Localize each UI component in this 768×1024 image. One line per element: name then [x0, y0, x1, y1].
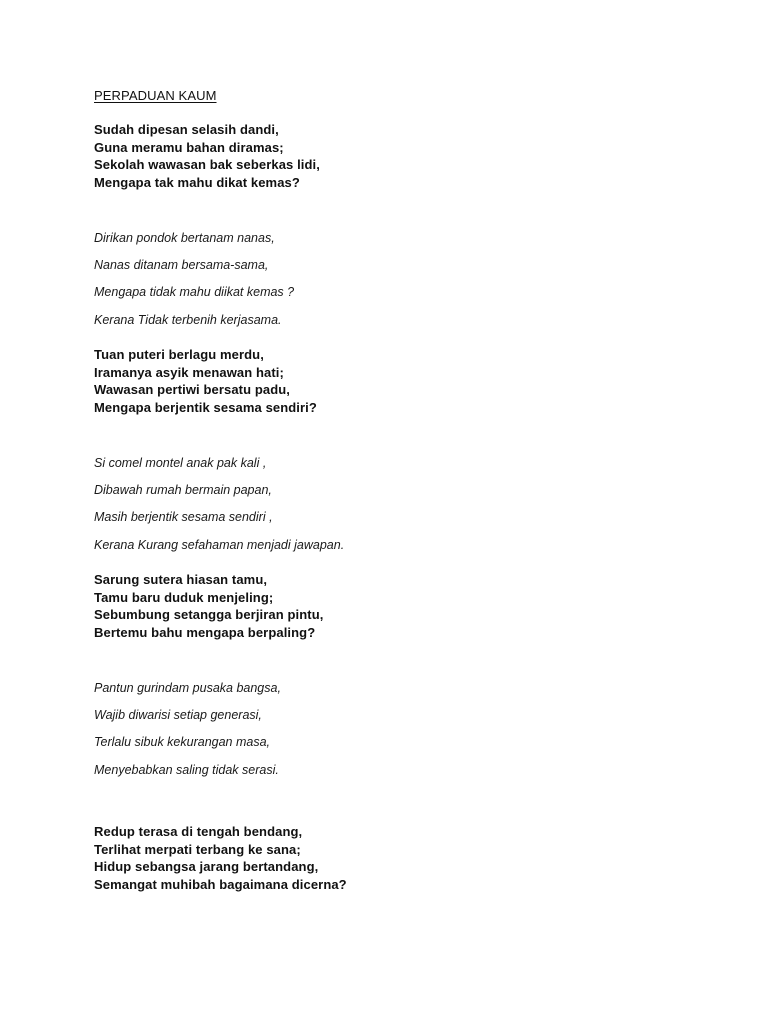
poem-line: Sebumbung setangga berjiran pintu,	[94, 607, 324, 623]
poem-line: Semangat muhibah bagaimana dicerna?	[94, 876, 347, 892]
poem-line: Nanas ditanam bersama-sama,	[94, 258, 269, 273]
poem-line: Hidup sebangsa jarang bertandang,	[94, 859, 319, 875]
poem-line: Si comel montel anak pak kali ,	[94, 456, 267, 470]
poem-title: PERPADUAN KAUM	[94, 88, 217, 103]
poem-line: Pantun gurindam pusaka bangsa,	[94, 681, 281, 695]
poem-line: Sekolah wawasan bak seberkas lidi,	[94, 157, 320, 173]
poem-line: Kerana Tidak terbenih kerjasama.	[94, 312, 282, 327]
poem-line: Bertemu bahu mengapa berpaling?	[94, 624, 316, 640]
poem-line: Sudah dipesan selasih dandi,	[94, 122, 279, 137]
poem-line: Dibawah rumah bermain papan,	[94, 483, 272, 498]
stanza-2	[94, 230, 294, 339]
stanza-7	[94, 823, 347, 893]
poem-line: Guna meramu bahan diramas;	[94, 139, 284, 155]
poem-line: Dirikan pondok bertanam nanas,	[94, 231, 275, 245]
stanza-5	[94, 571, 323, 641]
poem-line: Redup terasa di tengah bendang,	[94, 824, 303, 839]
stanza-3	[94, 346, 317, 416]
poem-line: Masih berjentik sesama sendiri ,	[94, 510, 273, 525]
poem-line: Tamu baru duduk menjeling;	[94, 589, 274, 605]
poem-line: Menyebabkan saling tidak serasi.	[94, 762, 279, 777]
poem-line: Tuan puteri berlagu merdu,	[94, 347, 264, 362]
stanza-1	[94, 121, 320, 191]
poem-line: Mengapa tak mahu dikat kemas?	[94, 174, 300, 190]
poem-line: Sarung sutera hiasan tamu,	[94, 572, 268, 587]
poem-line: Wawasan pertiwi bersatu padu,	[94, 382, 291, 398]
poem-line: Terlihat merpati terbang ke sana;	[94, 841, 301, 857]
poem-line: Terlalu sibuk kekurangan masa,	[94, 735, 271, 750]
stanza-6	[94, 680, 281, 789]
poem-line: Mengapa tidak mahu diikat kemas ?	[94, 285, 295, 300]
poem-line: Mengapa berjentik sesama sendiri?	[94, 399, 317, 415]
stanza-4	[94, 455, 344, 564]
poem-line: Wajib diwarisi setiap generasi,	[94, 708, 262, 723]
poem-line: Iramanya asyik menawan hati;	[94, 364, 284, 380]
poem-line: Kerana Kurang sefahaman menjadi jawapan.	[94, 537, 345, 552]
